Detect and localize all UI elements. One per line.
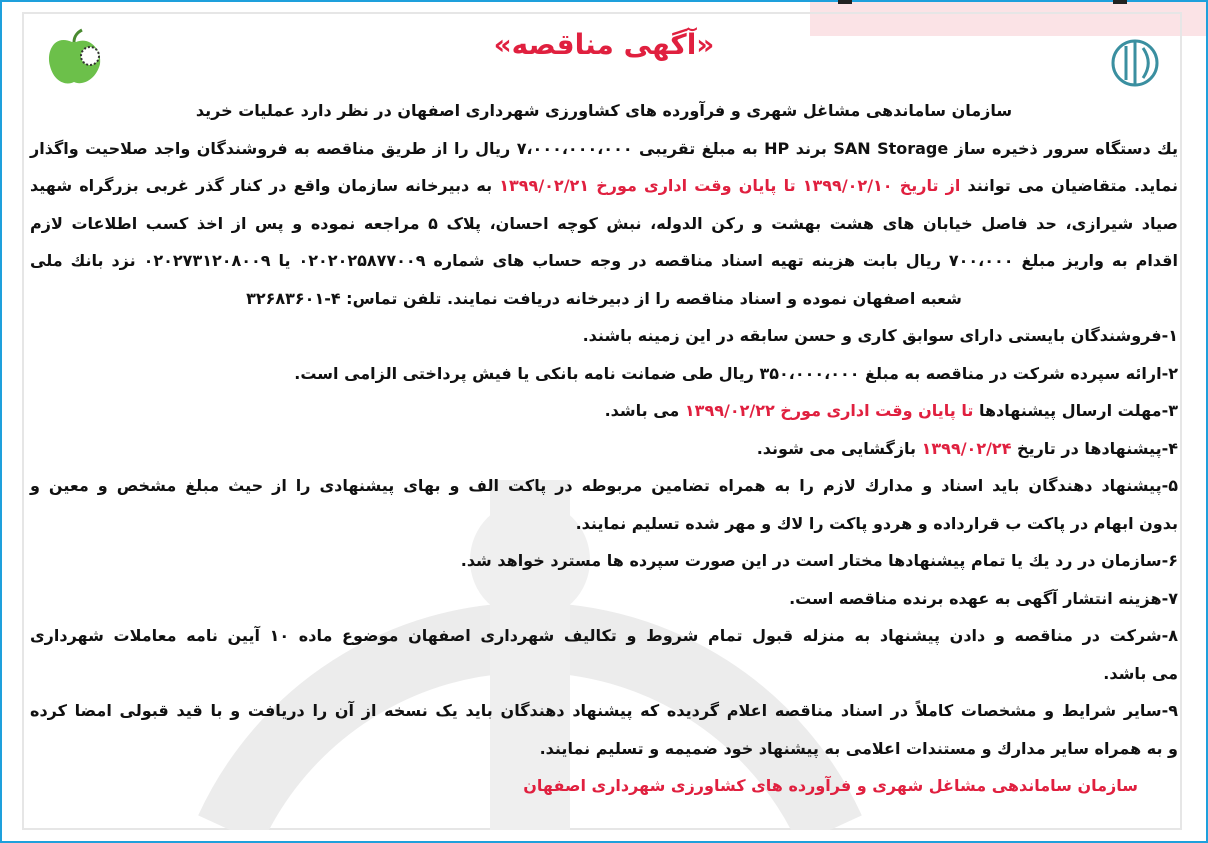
deadline: تا پایان وقت اداری مورخ ۱۳۹۹/۰۲/۲۲	[684, 401, 974, 420]
intro-line: سازمان ساماندهی مشاغل شهری و فرآورده های کشاورزی شهرداری اصفهان در نظر دارد عملیات خرید	[195, 101, 1013, 120]
item-text: بازگشایی می شوند.	[756, 438, 917, 458]
footer-organization: سازمان ساماندهی مشاغل شهری و فرآورده های کشاورزی شهرداری اصفهان	[523, 776, 1138, 795]
condition-item: می باشد.	[1103, 663, 1178, 683]
intro-text: به دبیرخانه سازمان واقع در کنار گذر غربی بزرگراه شهید	[30, 176, 493, 195]
condition-item: ۶-سازمان در رد یك یا تمام پیشنهادها مختار است در این صورت سپرده ها مسترد خواهد شد.	[460, 551, 1178, 570]
condition-item: ۹-سایر شرایط و مشخصات کاملاً در اسناد مناقصه اعلام گردیده که پیشنهاد دهندگان باید یک نسخه از آن را دریافت و با قید قبولی امضا کرده	[30, 701, 1178, 720]
condition-item: ۲-ارائه سپرده شرکت در مناقصه به مبلغ ۳۵۰،۰۰۰،۰۰۰ ریال طی ضمانت نامه بانکی یا فیش پرداختی الزامی است.	[294, 363, 1178, 383]
condition-item: بدون ابهام در پاکت ب قرارداده و هردو پاکت را لاك و مهر شده تسلیم نمایند.	[575, 513, 1178, 533]
intro-text: نماید. متقاضیان می توانند	[967, 176, 1179, 195]
submission-period: از تاریخ ۱۳۹۹/۰۲/۱۰ تا پایان وقت اداری مورخ ۱۳۹۹/۰۲/۲۱	[499, 176, 961, 195]
condition-item: ۱-فروشندگان بایستی دارای سوابق کاری و حسن سابقه در این زمینه باشند.	[582, 326, 1178, 345]
intro-line	[30, 167, 1178, 205]
condition-item	[30, 430, 1178, 468]
top-mark	[1113, 0, 1127, 4]
opening-date: ۱۳۹۹/۰۲/۲۴	[921, 438, 1012, 458]
condition-item: ۸-شرکت در مناقصه و دادن پیشنهاد به منزله قبول تمام شروط و تکالیف شهرداری اصفهان موضوع ماده ۱۰ آیین نامه معاملات شهرداری	[30, 626, 1178, 645]
condition-item: ۷-هزینه انتشار آگهی به عهده برنده مناقصه است.	[789, 588, 1178, 608]
intro-line: صیاد شیرازی، حد فاصل خیابان های هشت بهشت و رکن الدوله، نبش کوچه احسان، پلاک ۵ مراجعه نموده و پس از اخذ کسب اطلاعات لازم	[30, 213, 1178, 233]
notice-body	[30, 92, 1178, 805]
condition-item: ۵-پیشنهاد دهندگان باید اسناد و مدارك لازم را به همراه تضامین مربوطه در پاکت الف و بهای پیشنهادی را از حیث مبلغ مشخص و معین و	[30, 476, 1178, 495]
intro-line: یك دستگاه سرور ذخیره ساز SAN Storage برند HP به مبلغ تقریبی ۷،۰۰۰،۰۰۰،۰۰۰ ریال را از طریق مناقصه به فروشندگان واجد صلاحیت واگذار	[30, 138, 1178, 158]
notice-title: «آگهی مناقصه»	[493, 28, 715, 61]
condition-item: و به همراه سایر مدارك و مستندات اعلامی به پیشنهاد خود ضمیمه و تسلیم نمایند.	[539, 738, 1178, 758]
item-text: ۴-پیشنهادها در تاریخ	[1017, 438, 1178, 458]
intro-line: اقدام به واریز مبلغ ۷۰۰،۰۰۰ ریال بابت هزینه تهیه اسناد مناقصه در وجه حساب های شماره ۰۲۰۲۰۲۵۸۷۷۰۰۹ یا ۰۲۰۲۷۳۱۲۰۸۰۰۹ نزد بانك ملی	[30, 251, 1179, 270]
item-text: ۳-مهلت ارسال پیشنهادها	[978, 401, 1178, 420]
condition-item	[30, 392, 1178, 430]
item-text: می باشد.	[604, 401, 680, 420]
intro-line: شعبه اصفهان نموده و اسناد مناقصه را از دبیرخانه دریافت نمایند. تلفن تماس: ۴-۳۲۶۸۳۶۰۱	[246, 288, 962, 308]
top-mark	[838, 0, 852, 4]
